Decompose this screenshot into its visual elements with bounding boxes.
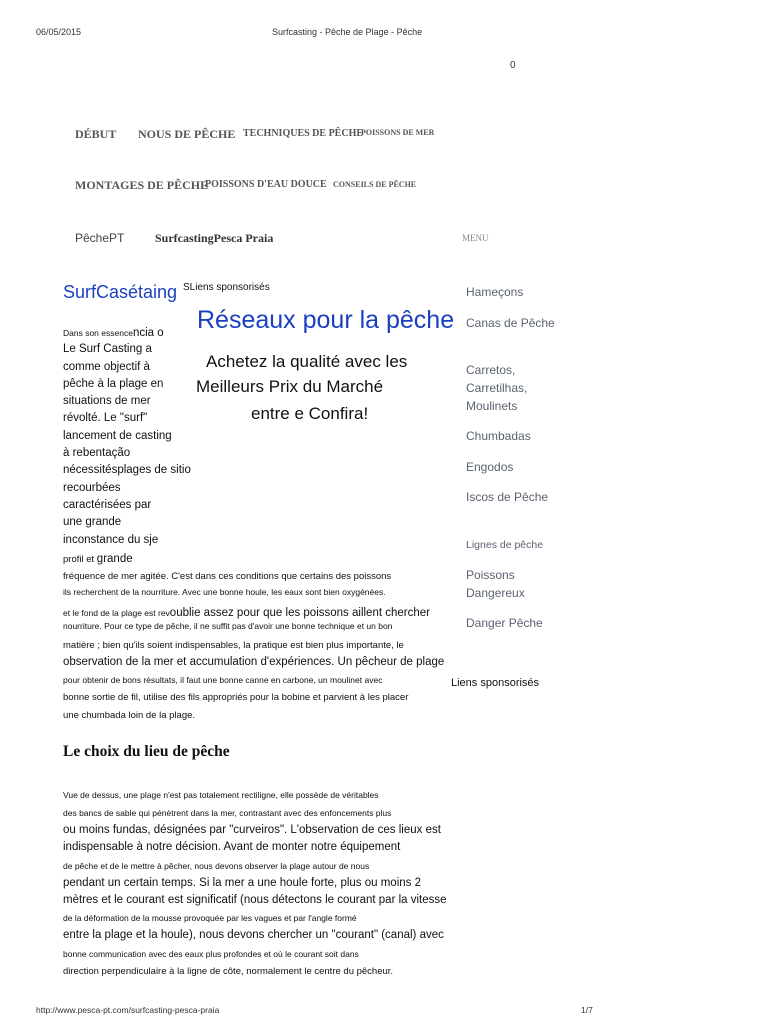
intro-line: Le Surf Casting a <box>63 343 152 355</box>
paragraph-line: entre la plage et la houle), nous devons chercher un "courant" (canal) avec <box>63 929 444 941</box>
nav-item-nous-de-peche[interactable]: NOUS DE PÊCHE <box>138 127 236 141</box>
intro-line: situations de mer <box>63 395 151 407</box>
intro-line: pêche à la plage en <box>63 378 164 390</box>
paragraph-line: observation de la mer et accumulation d'expériences. Un pêcheur de plage <box>63 656 445 668</box>
paragraph-line: indispensable à notre décision. Avant de monter notre équipement <box>63 841 401 853</box>
paragraph-line: matière ; bien qu'ils soient indispensables, la pratique est bien plus importante, le <box>63 640 404 651</box>
intro-line: nécessitésplages de sitio <box>63 464 191 476</box>
sidebar-item-lignes[interactable]: Lignes de pêche <box>466 539 544 551</box>
nav-item-pechept[interactable]: PêchePT <box>75 231 125 245</box>
intro-line: lancement de casting <box>63 430 172 442</box>
site-title[interactable]: SurfcastingPesca Praia <box>155 231 274 245</box>
paragraph-line: ou moins fundas, désignées par "curveiros". L'observation de ces lieux est <box>63 824 441 836</box>
paragraph-line: direction perpendiculaire à la ligne de côte, normalement le centre du pêcheur. <box>63 966 394 977</box>
sidebar-item-carretos[interactable]: Carretos, Carretilhas, Moulinets <box>466 363 528 413</box>
nav-item-debut[interactable]: DÉBUT <box>75 127 117 141</box>
paragraph-line: bonne sortie de fil, utilise des fils appropriés pour la bobine et parvient à les placer <box>63 692 409 703</box>
footer-url: http://www.pesca-pt.com/surfcasting-pesca-praia <box>36 1005 220 1015</box>
intro-line: Dans son essencencia o <box>63 327 164 339</box>
intro-line: comme objectif à <box>63 361 150 373</box>
print-title: Surfcasting - Pêche de Plage - Pêche <box>272 27 423 37</box>
paragraph-line: mètres et le courant est significatif (nous détectons le courant par la vitesse <box>63 894 447 906</box>
paragraph-line: de pêche et de le mettre à pêcher, nous devons observer la plage autour de nous <box>63 861 370 871</box>
intro-line: recourbées <box>63 482 121 494</box>
paragraph-line: une chumbada loin de la plage. <box>63 710 196 721</box>
ad-line-1: Achetez la qualité avec les <box>206 352 408 371</box>
intro-line: une grande <box>63 516 122 528</box>
sidebar-item-iscos[interactable]: Iscos de Pêche <box>466 490 549 504</box>
paragraph-line: fréquence de mer agitée. C'est dans ces conditions que certains des poissons <box>63 571 392 582</box>
nav-item-montages[interactable]: MONTAGES DE PÊCHE <box>75 178 209 192</box>
sidebar-item-hamecons[interactable]: Hameçons <box>466 285 524 299</box>
paragraph-line: de la déformation de la mousse provoquée par les vagues et par l'angle formé <box>63 913 357 923</box>
sidebar-item-danger[interactable]: Danger Pêche <box>466 616 543 630</box>
nav-item-techniques[interactable]: TECHNIQUES DE PÊCHE <box>243 128 364 139</box>
ad-line-2: Meilleurs Prix du Marché <box>196 377 384 396</box>
paragraph-line: des bancs de sable qui pénètrent dans la mer, contrastant avec des enfoncements plus <box>63 808 392 818</box>
section-subheading: Le choix du lieu de pêche <box>63 743 230 760</box>
sidebar-item-engodos[interactable]: Engodos <box>466 460 514 474</box>
article-heading: SurfCasétaing <box>63 282 178 302</box>
intro-line: inconstance du sje <box>63 534 159 546</box>
intro-line: à rebentação <box>63 447 131 459</box>
nav-item-conseils[interactable]: CONSEILS DE PÊCHE <box>333 180 417 189</box>
page-number: 1/7 <box>581 1005 593 1015</box>
intro-line: révolté. Le "surf" <box>63 412 148 424</box>
nav-item-poissons-de-mer[interactable]: POISSONS DE MER <box>361 128 435 137</box>
menu-button[interactable]: MENU <box>462 233 489 243</box>
paragraph-line: Vue de dessus, une plage n'est pas totalement rectiligne, elle possède de véritables <box>63 790 379 800</box>
print-date: 06/05/2015 <box>36 27 82 37</box>
ad-line-3: entre e Confira! <box>251 404 369 423</box>
sidebar-item-chumbadas[interactable]: Chumbadas <box>466 429 531 443</box>
paragraph-line: bonne communication avec des eaux plus profondes et où le courant soit dans <box>63 949 359 959</box>
cart-count[interactable]: 0 <box>510 60 516 71</box>
sidebar-item-canas[interactable]: Canas de Pêche <box>466 316 555 330</box>
paragraph-line: nourriture. Pour ce type de pêche, il ne suffit pas d'avoir une bonne technique et un bon <box>63 621 393 631</box>
intro-line: profil et grande <box>63 553 133 565</box>
nav-item-eau-douce[interactable]: POISSONS D'EAU DOUCE <box>205 179 327 190</box>
sidebar-item-poissons-dangereux[interactable]: Poissons Dangereux <box>466 568 525 600</box>
paragraph-line: ils recherchent de la nourriture. Avec une bonne houle, les eaux sont bien oxygénées. <box>63 587 386 597</box>
paragraph-line: pour obtenir de bons résultats, il faut une bonne canne en carbone, un moulinet avec <box>63 675 383 685</box>
sidebar-sponsored-label: Liens sponsorisés <box>451 677 540 689</box>
ad-title[interactable]: Réseaux pour la pêche <box>197 306 455 334</box>
paragraph-line: et le fond de la plage est revoublie assez pour que les poissons aillent chercher <box>63 607 430 619</box>
ad-sponsored-label: SLiens sponsorisés <box>183 282 270 293</box>
intro-line: caractérisées par <box>63 499 152 511</box>
paragraph-line: pendant un certain temps. Si la mer a une houle forte, plus ou moins 2 <box>63 877 421 889</box>
